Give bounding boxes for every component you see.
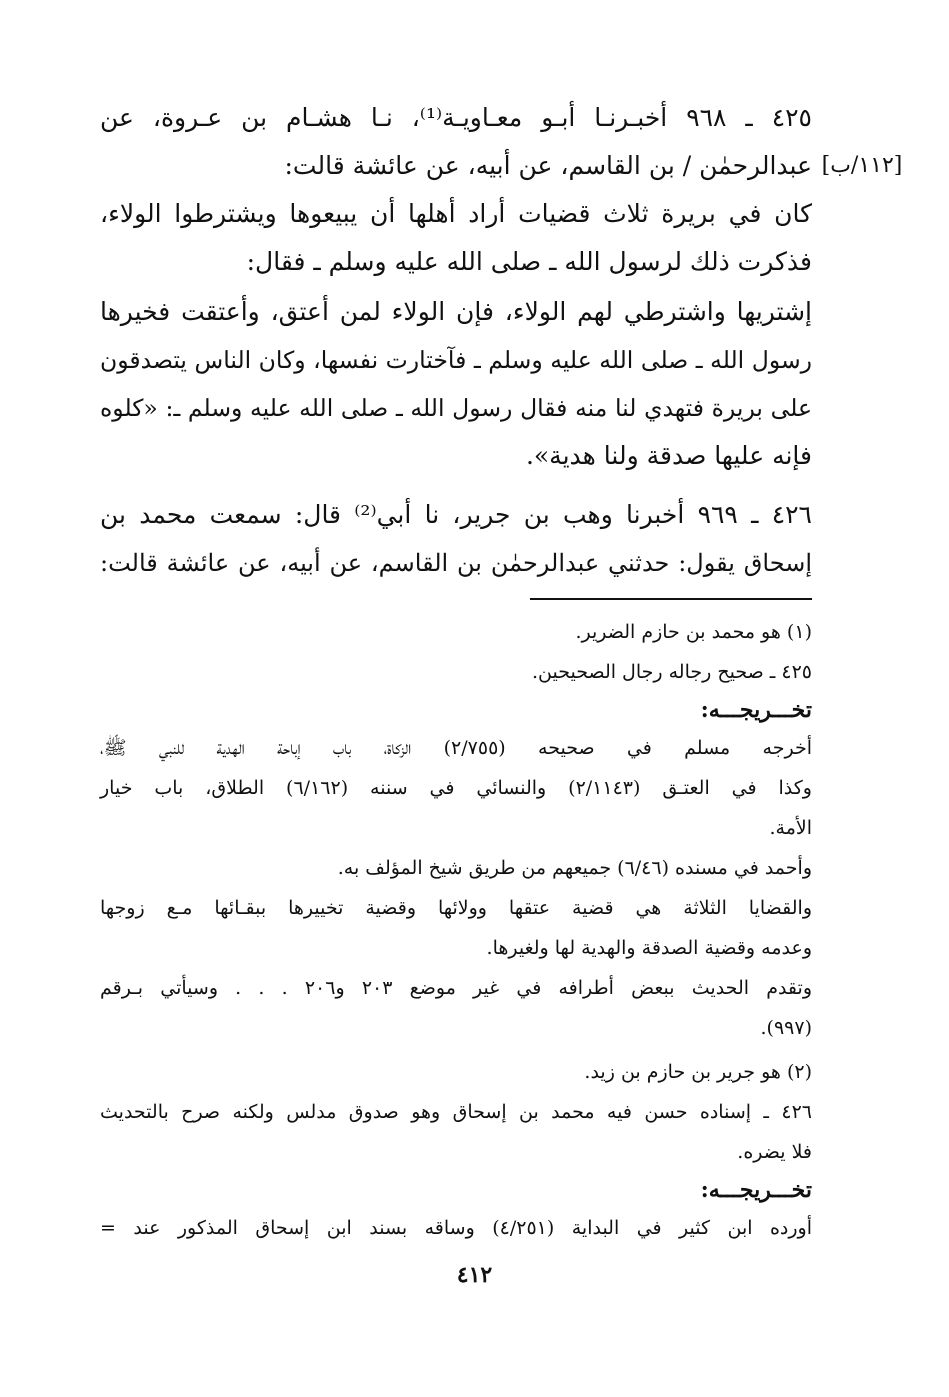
footnote-line: ٤٢٥ ـ صحيح رجاله رجال الصحيحين. xyxy=(531,661,812,683)
hadith-968-line: على بريرة فتهدي لنا منه فقال رسول الله ـ صلى الله عليه وسلم ـ: «كلوه xyxy=(100,394,812,422)
footnote-line: ٤٢٦ ـ إسناده حسن فيه محمد بن إسحاق وهو صدوق مدلس ولكنه صرح بالتحديث xyxy=(100,1101,812,1123)
footnote-line: الأمة. xyxy=(769,817,812,839)
page-number: ٤١٢ xyxy=(456,1262,493,1288)
footnote-line: أورده ابن كثير في البداية (٤/٢٥١) وساقه بسند ابن إسحاق المذكور عند = xyxy=(100,1217,812,1239)
hadith-968-line: فذكرت ذلك لرسول الله ـ صلى الله عليه وسلم ـ فقال: xyxy=(246,247,812,276)
footnote-line: وكذا في العتـق (٢/١١٤٣) والنسائي في سننه (٦/١٦٢) الطلاق، باب خيار xyxy=(100,777,812,799)
footnote-line: (٩٩٧). xyxy=(760,1017,812,1039)
hadith-969-line: ٤٢٦ ـ ٩٦٩ أخبرنا وهب بن جرير، نا أبي⁽²⁾ قال: سمعت محمد بن xyxy=(100,500,812,529)
footnote-line: (٢) هو جرير بن حازم بن زيد. xyxy=(584,1061,812,1083)
hadith-968-line: رسول الله ـ صلى الله عليه وسلم ـ فآختارت نفسها، وكان الناس يتصدقون xyxy=(100,346,812,374)
hadith-968-line: عبدالرحمٰن / بن القاسم، عن أبيه، عن عائشة قالت: xyxy=(284,151,812,180)
footnote-heading: تخـــريجـــه: xyxy=(700,697,812,723)
footnote-line: وأحمد في مسنده (٦/٤٦) جميعهم من طريق شيخ المؤلف به. xyxy=(337,857,812,879)
footnote-line: والقضايا الثلاثة هي قضية عتقها وولائها وقضية تخييرها ببقـائها مـع زوجها xyxy=(100,897,812,919)
footnote-line: أخرجه مسلم في صحيحه (٢/٧٥٥) الزكاة، باب إباحة الهدية للنبي ﷺ، xyxy=(100,737,812,759)
footnote-line: وتقدم الحديث ببعض أطرافه في غير موضع ٢٠٣ و٢٠٦ . . . وسيأتي بـرقم xyxy=(100,977,812,999)
hadith-969-line: إسحاق يقول: حدثني عبدالرحمٰن بن القاسم، عن أبيه، عن عائشة قالت: xyxy=(100,549,812,577)
footnote-heading: تخـــريجـــه: xyxy=(700,1177,812,1203)
hadith-968-line: كان في بريرة ثلاث قضيات أراد أهلها أن يبيعوها ويشترطوا الولاء، xyxy=(100,199,812,228)
footnote-line: وعدمه وقضية الصدقة والهدية لها ولغيرها. xyxy=(486,937,812,959)
footnote-separator xyxy=(530,598,812,600)
hadith-968-line: ٤٢٥ ـ ٩٦٨ أخبـرنـا أبـو معـاويـة⁽¹⁾، نـا هشـام بن عـروة، عن xyxy=(100,103,812,132)
hadith-968-line: إشتريها واشترطي لهم الولاء، فإن الولاء لمن أعتق، وأعتقت فخيرها xyxy=(100,297,812,326)
manuscript-folio-marker: [١١٢/ب] xyxy=(821,153,903,178)
footnote-line: فلا يضره. xyxy=(737,1141,812,1163)
hadith-968-line: فإنه عليها صدقة ولنا هدية». xyxy=(525,441,812,470)
footnote-line: (١) هو محمد بن حازم الضرير. xyxy=(575,621,812,643)
